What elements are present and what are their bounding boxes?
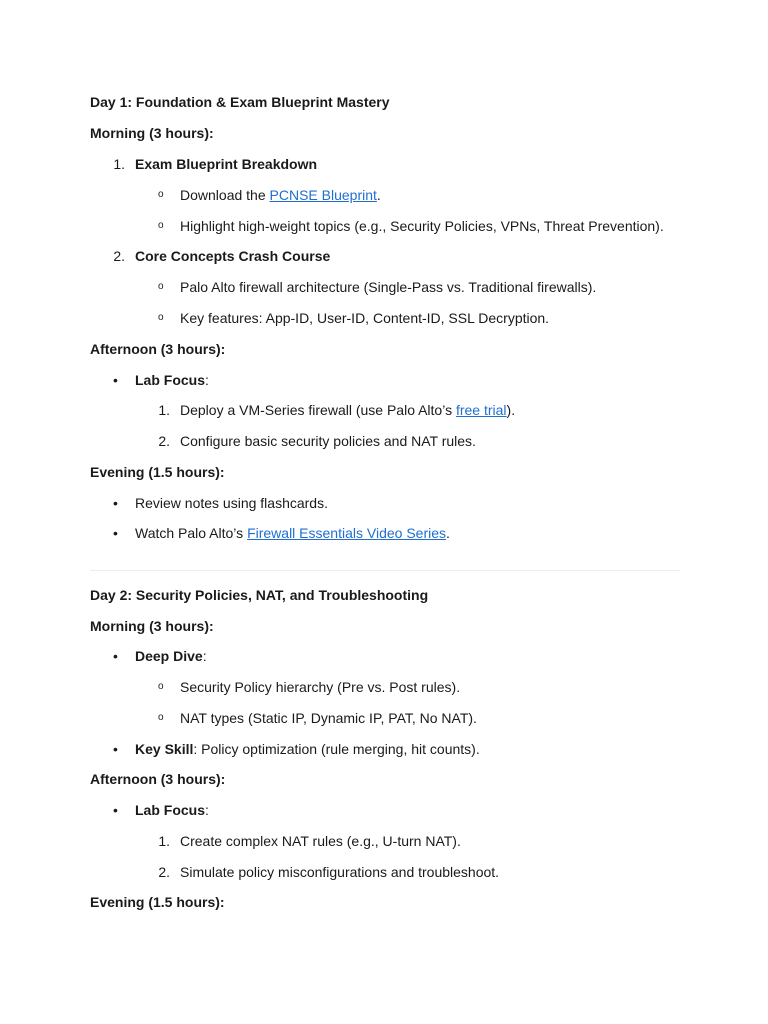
list-item-title: Core Concepts Crash Course: [135, 248, 331, 264]
list-item: Configure basic security policies and NAT rules.: [180, 433, 476, 449]
list-item-text: Download the: [180, 187, 270, 203]
bullet-icon: •: [113, 525, 118, 541]
list-item: [135, 371, 209, 389]
bullet-icon: •: [113, 495, 118, 511]
circle-bullet-icon: o: [158, 681, 164, 692]
list-item-text: ).: [506, 402, 516, 418]
list-item: [135, 801, 209, 819]
list-item: [135, 647, 207, 665]
list-item-text: .: [376, 187, 381, 203]
list-item: Highlight high-weight topics (e.g., Security Policies, VPNs, Threat Prevention).: [180, 218, 664, 234]
day2-afternoon-heading: Afternoon (3 hours):: [90, 771, 226, 787]
list-item: Security Policy hierarchy (Pre vs. Post rules).: [180, 679, 461, 695]
list-number: 2.: [158, 864, 170, 880]
list-number: 1.: [158, 402, 170, 418]
day2-evening-heading: Evening (1.5 hours):: [90, 894, 225, 910]
circle-bullet-icon: o: [158, 189, 164, 200]
list-item-text: .: [446, 525, 450, 541]
circle-bullet-icon: o: [158, 312, 164, 323]
day1-morning-heading: Morning (3 hours):: [90, 125, 214, 141]
pcnse-blueprint-link[interactable]: PCNSE Blueprint: [269, 187, 377, 203]
list-item: Simulate policy misconfigurations and troubleshoot.: [180, 864, 500, 880]
firewall-essentials-link[interactable]: Firewall Essentials Video Series: [247, 525, 447, 541]
day2-heading: Day 2: Security Policies, NAT, and Troubleshooting: [90, 587, 429, 603]
circle-bullet-icon: o: [158, 712, 164, 723]
list-item: [135, 740, 480, 758]
day1-heading: Day 1: Foundation & Exam Blueprint Mastery: [90, 94, 390, 110]
bullet-icon: •: [113, 372, 118, 388]
list-item: Review notes using flashcards.: [135, 495, 328, 511]
bullet-icon: •: [113, 648, 118, 664]
list-item-text: Watch Palo Alto’s: [135, 525, 248, 541]
day1-evening-heading: Evening (1.5 hours):: [90, 464, 225, 480]
list-number: 2.: [113, 248, 125, 264]
list-item-text: :: [202, 648, 207, 664]
list-item: Key features: App-ID, User-ID, Content-ID, SSL Decryption.: [180, 310, 550, 326]
list-item-title: Exam Blueprint Breakdown: [135, 156, 318, 172]
list-item-text: :: [205, 372, 209, 388]
list-item: NAT types (Static IP, Dynamic IP, PAT, No NAT).: [180, 710, 477, 726]
free-trial-link[interactable]: free trial: [455, 402, 507, 418]
list-item-label: Lab Focus: [135, 372, 206, 388]
list-number: 2.: [158, 433, 170, 449]
circle-bullet-icon: o: [158, 281, 164, 292]
list-number: 1.: [113, 156, 125, 172]
day2-morning-heading: Morning (3 hours):: [90, 618, 214, 634]
circle-bullet-icon: o: [158, 220, 164, 231]
list-item-text: :: [205, 802, 209, 818]
list-item-text: Deploy a VM-Series firewall (use Palo Alto’s: [180, 402, 456, 418]
list-item: [180, 186, 381, 204]
list-item: [180, 401, 515, 419]
list-number: 1.: [158, 833, 170, 849]
bullet-icon: •: [113, 802, 118, 818]
section-divider: [90, 570, 680, 571]
list-item-text: : Policy optimization (rule merging, hit counts).: [193, 741, 480, 757]
list-item-label: Key Skill: [135, 741, 194, 757]
list-item-label: Lab Focus: [135, 802, 206, 818]
day1-afternoon-heading: Afternoon (3 hours):: [90, 341, 226, 357]
list-item-label: Deep Dive: [135, 648, 203, 664]
bullet-icon: •: [113, 741, 118, 757]
list-item: [135, 524, 450, 542]
list-item: Palo Alto firewall architecture (Single-Pass vs. Traditional firewalls).: [180, 279, 597, 295]
list-item: Create complex NAT rules (e.g., U-turn NAT).: [180, 833, 461, 849]
